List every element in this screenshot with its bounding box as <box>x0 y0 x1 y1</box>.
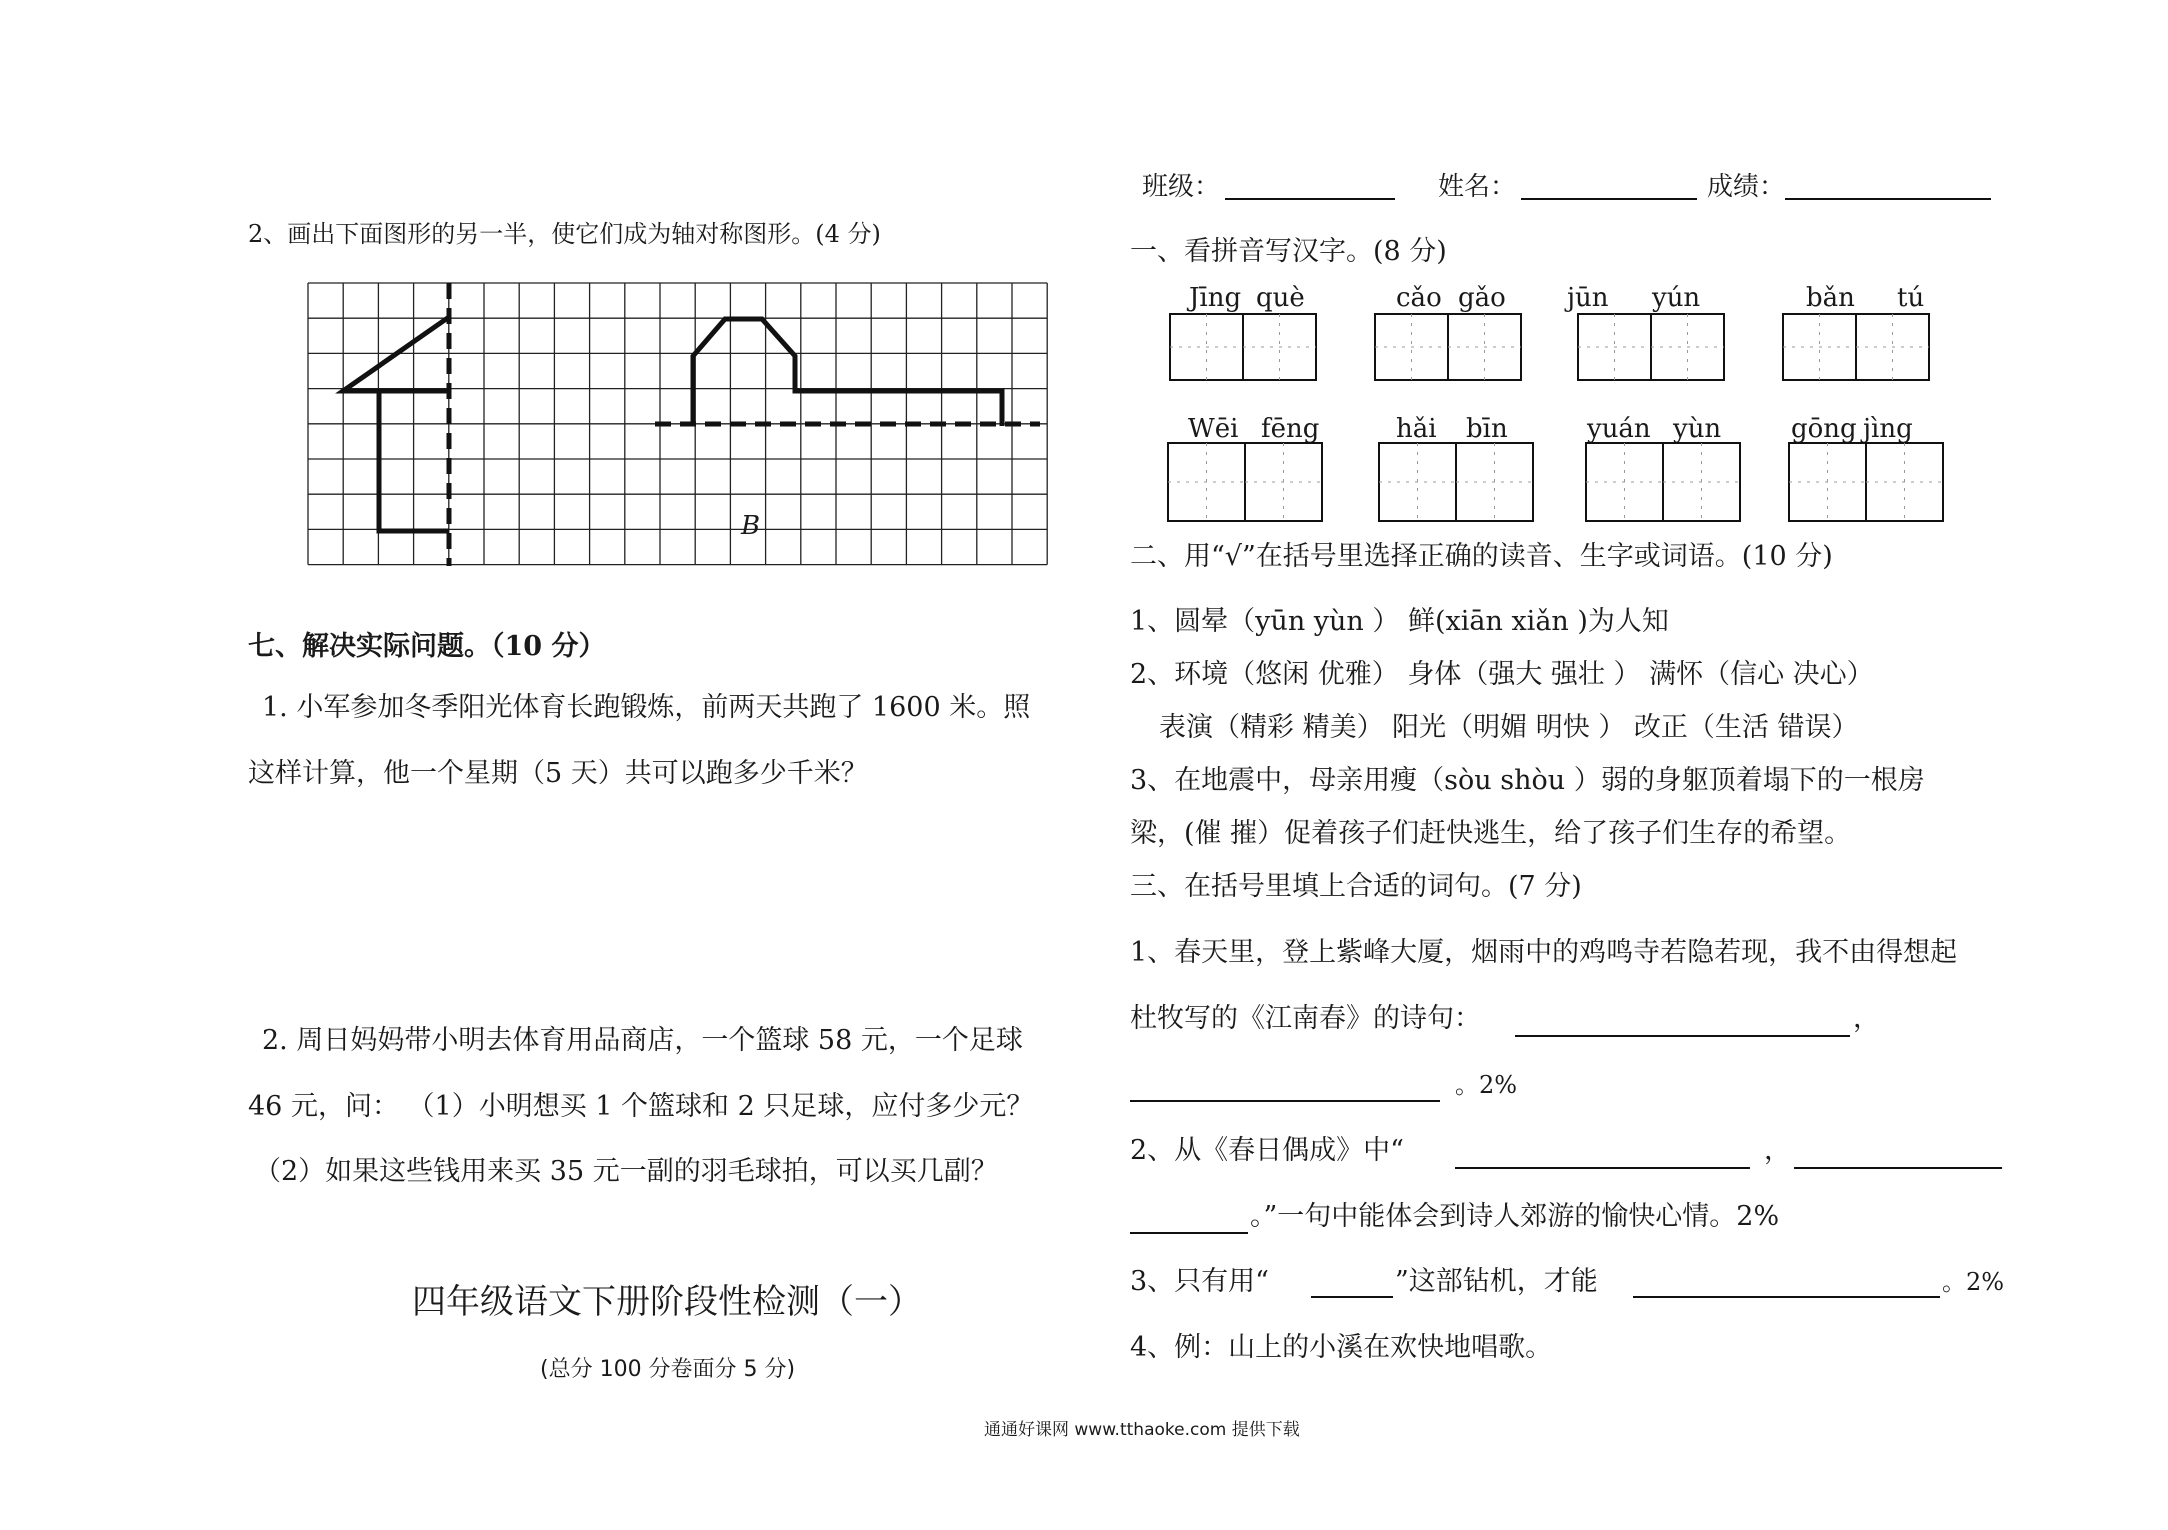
drill-blank[interactable] <box>1311 1296 1393 1298</box>
pinyin-5a: Wēi <box>1188 414 1239 444</box>
question-2-title: 2、画出下面图形的另一半，使它们成为轴对称图形。(4 分) <box>248 220 881 248</box>
grid-label-b: B <box>741 511 761 541</box>
pinyin-4a: bǎn <box>1806 283 1855 313</box>
section-3-line-4-comma: ， <box>1764 1135 1791 1166</box>
exam-subtitle: (总分 100 分卷面分 5 分) <box>540 1357 796 1382</box>
class-label: 班级： <box>1142 172 1221 202</box>
poem-blank-5[interactable] <box>1130 1232 1248 1234</box>
poem-blank-3[interactable] <box>1455 1167 1750 1169</box>
problem-1-line-2: 这样计算，他一个星期（5 天）共可以跑多少千米？ <box>248 758 868 789</box>
pinyin-1a: Jīng <box>1189 283 1242 313</box>
section-2-title: 二、用“√”在括号里选择正确的读音、生字或词语。(10 分) <box>1130 541 1833 572</box>
section-3-line-2: 杜牧写的《江南春》的诗句： <box>1130 1003 1481 1034</box>
section-3-title: 三、在括号里填上合适的词句。(7 分) <box>1130 871 1582 902</box>
section-3-line-3-end: 。2% <box>1455 1071 1518 1099</box>
problem-2-line-2: 46 元，问： （1）小明想买 1 个篮球和 2 只足球，应付多少元？ <box>248 1091 1034 1122</box>
pinyin-2a: cǎo <box>1396 283 1442 313</box>
result-blank[interactable] <box>1633 1296 1940 1298</box>
pinyin-6b: bīn <box>1466 414 1508 444</box>
score-label: 成绩： <box>1707 172 1786 202</box>
problem-2-line-3: （2）如果这些钱用来买 35 元一副的羽毛球拍，可以买几副？ <box>254 1156 998 1187</box>
problem-2-line-1: 2. 周日妈妈带小明去体育用品商店，一个篮球 58 元，一个足球 <box>262 1025 1023 1056</box>
pinyin-7b: yùn <box>1673 414 1722 444</box>
name-label: 姓名： <box>1438 172 1517 202</box>
section-1-title: 一、看拼音写汉字。(8 分) <box>1130 236 1447 267</box>
section-3-line-6a: 3、只有用“ <box>1130 1266 1269 1297</box>
section-2-line-5: 梁，(催 摧）促着孩子们赶快逃生，给了孩子们生存的希望。 <box>1130 818 1852 849</box>
section-3-line-1: 1、春天里，登上紫峰大厦，烟雨中的鸡鸣寺若隐若现，我不由得想起 <box>1130 937 1958 968</box>
pinyin-3a: jūn <box>1567 283 1609 313</box>
pinyin-6a: hǎi <box>1396 414 1437 444</box>
section-2-line-3: 表演（精彩 精美） 阳光（明媚 明快 ） 改正（生活 错误） <box>1159 712 1859 743</box>
poem-blank-2[interactable] <box>1130 1100 1440 1102</box>
pinyin-2b: gǎo <box>1458 283 1506 313</box>
footer: 通通好课网 www.tthaoke.com 提供下载 <box>984 1420 1300 1440</box>
pinyin-4b: tú <box>1897 283 1925 313</box>
section-3-line-6b: ”这部钻机，才能 <box>1395 1266 1598 1297</box>
pinyin-8b: jìng <box>1863 414 1913 444</box>
section-2-line-1: 1、圆晕（yūn yùn ） 鲜(xiān xiǎn )为人知 <box>1130 606 1669 637</box>
section-3-line-6c: 。2% <box>1942 1268 2005 1296</box>
section-2-line-2: 2、环境（悠闲 优雅） 身体（强大 强壮 ） 满怀（信心 决心） <box>1130 659 1874 690</box>
section-3-line-4: 2、从《春日偶成》中“ <box>1130 1135 1404 1166</box>
poem-blank-1[interactable] <box>1515 1035 1850 1037</box>
pinyin-8a: gōng <box>1791 414 1857 444</box>
pinyin-5b: fēng <box>1261 414 1320 444</box>
section-3-line-2-end: ， <box>1853 1003 1880 1034</box>
pinyin-7a: yuán <box>1587 414 1651 444</box>
poem-blank-4[interactable] <box>1794 1167 2002 1169</box>
problem-1-line-1: 1. 小军参加冬季阳光体育长跑锻炼，前两天共跑了 1600 米。照 <box>262 692 1031 723</box>
section-2-line-4: 3、在地震中，母亲用瘦（sòu shòu ）弱的身躯顶着塌下的一根房 <box>1130 765 1925 796</box>
exam-title: 四年级语文下册阶段性检测（一） <box>412 1282 922 1322</box>
pinyin-1b: què <box>1256 283 1305 313</box>
section-3-line-5: 。”一句中能体会到诗人郊游的愉快心情。2% <box>1250 1201 1780 1232</box>
section-7-title: 七、解决实际问题。（10 分） <box>248 631 606 662</box>
section-3-line-7: 4、例：山上的小溪在欢快地唱歌。 <box>1130 1332 1553 1363</box>
pinyin-3b: yún <box>1652 283 1701 313</box>
